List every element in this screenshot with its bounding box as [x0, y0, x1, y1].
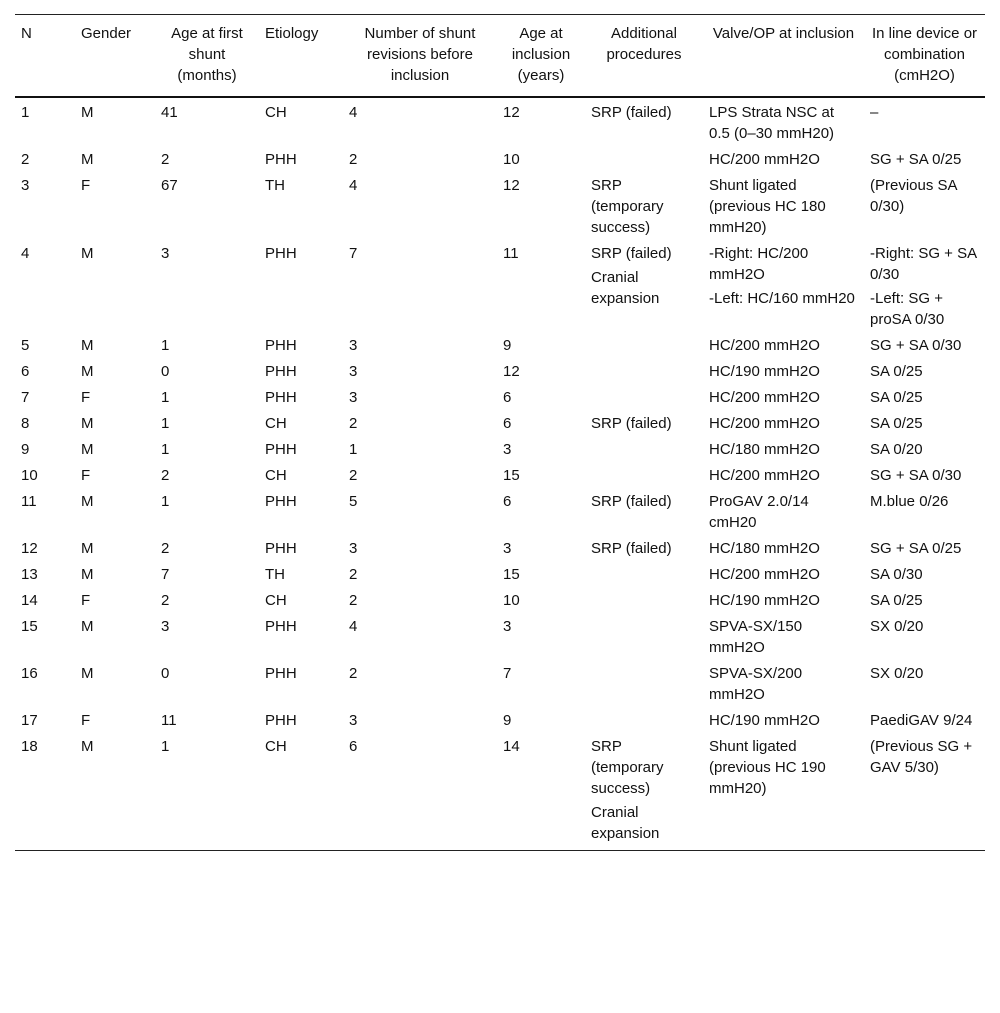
table-row	[15, 239, 985, 331]
cell-etiology: PHH	[265, 363, 297, 380]
cell-gender: F	[81, 592, 91, 609]
cell-inline-device-line: SA 0/25	[870, 415, 923, 432]
cell-etiology: CH	[259, 732, 343, 851]
cell-gender: M	[81, 540, 94, 557]
cell-inline-device	[864, 706, 985, 732]
cell-shunt-revisions: 3	[349, 540, 358, 557]
cell-age-first-shunt: 2	[161, 592, 170, 609]
cell-gender: M	[81, 618, 94, 635]
cell-gender: M	[81, 104, 94, 121]
cell-additional-procedures-line: SRP (failed)	[591, 540, 672, 557]
cell-shunt-revisions: 6	[343, 732, 497, 851]
cell-age-inclusion: 3	[503, 618, 512, 635]
cell-additional-procedures	[585, 659, 703, 706]
cell-valve-op-line: -Right: HC/200 mmH2O	[709, 245, 809, 283]
cell-additional-procedures	[585, 383, 703, 409]
patient-table-container	[15, 14, 985, 851]
cell-age-inclusion: 10	[503, 592, 520, 609]
header-row	[15, 15, 985, 98]
cell-inline-device	[864, 435, 985, 461]
cell-shunt-revisions: 2	[349, 415, 358, 432]
table-body	[15, 97, 985, 851]
cell-n: 2	[21, 151, 30, 168]
cell-inline-device-line: SG + SA 0/30	[870, 337, 962, 354]
cell-inline-device	[864, 145, 985, 171]
cell-valve-op	[703, 534, 864, 560]
cell-age-inclusion: 12	[503, 363, 520, 380]
header-valve-op: Valve/OP at inclusion	[703, 15, 864, 98]
cell-age-inclusion: 10	[503, 151, 520, 168]
table-row	[15, 409, 985, 435]
cell-inline-device	[864, 461, 985, 487]
cell-age-inclusion: 6	[503, 389, 512, 406]
cell-shunt-revisions: 4	[349, 618, 358, 635]
cell-additional-procedures	[585, 732, 703, 851]
cell-valve-op-line: HC/200 mmH2O	[709, 337, 820, 354]
table-row	[15, 383, 985, 409]
cell-inline-device	[864, 612, 985, 659]
cell-inline-device-line: SG + SA 0/30	[870, 467, 962, 484]
cell-inline-device	[864, 357, 985, 383]
cell-inline-device-line: (Previous SG + GAV 5/30)	[870, 738, 973, 776]
cell-etiology: PHH	[265, 618, 297, 635]
cell-inline-device	[864, 560, 985, 586]
cell-age-inclusion: 9	[503, 712, 512, 729]
cell-inline-device	[864, 171, 985, 239]
cell-age-first-shunt: 41	[161, 104, 178, 121]
cell-shunt-revisions: 3	[349, 389, 358, 406]
cell-etiology: PHH	[265, 441, 297, 458]
cell-age-first-shunt: 0	[161, 363, 170, 380]
table-row	[15, 560, 985, 586]
cell-etiology: PHH	[265, 389, 297, 406]
cell-gender: M	[81, 415, 94, 432]
table-row	[15, 171, 985, 239]
cell-valve-op	[703, 331, 864, 357]
cell-valve-op-line: HC/180 mmH2O	[709, 540, 820, 557]
cell-shunt-revisions: 3	[349, 712, 358, 729]
cell-n: 3	[21, 177, 30, 194]
cell-age-first-shunt: 1	[161, 415, 170, 432]
cell-gender: M	[81, 363, 94, 380]
cell-inline-device-line: SA 0/20	[870, 441, 923, 458]
cell-valve-op-line: Shunt ligated (previous HC 180 mmH20)	[709, 177, 826, 236]
cell-valve-op-line: SPVA-SX/200 mmH2O	[709, 665, 803, 703]
cell-n: 10	[21, 467, 38, 484]
cell-valve-op-line: -Left: HC/160 mmH20	[709, 290, 855, 307]
cell-additional-procedures-line: SRP (failed)	[591, 415, 672, 432]
cell-additional-procedures-line: Cranial expansion	[591, 269, 660, 307]
cell-valve-op	[703, 487, 864, 534]
cell-shunt-revisions: 3	[349, 363, 358, 380]
cell-n: 7	[21, 389, 30, 406]
cell-inline-device-line: SA 0/25	[870, 363, 923, 380]
cell-additional-procedures-line: SRP (failed)	[591, 493, 672, 510]
cell-etiology: PHH	[265, 712, 297, 729]
cell-additional-procedures	[585, 97, 703, 145]
cell-additional-procedures	[585, 435, 703, 461]
cell-valve-op-line: ProGAV 2.0/14 cmH20	[709, 493, 809, 531]
cell-inline-device-line: -Left: SG + proSA 0/30	[870, 290, 945, 328]
cell-valve-op	[703, 239, 864, 331]
cell-inline-device-line: SA 0/25	[870, 592, 923, 609]
cell-additional-procedures	[585, 461, 703, 487]
cell-etiology: PHH	[265, 665, 297, 682]
cell-valve-op	[703, 706, 864, 732]
cell-shunt-revisions: 4	[349, 104, 358, 121]
cell-age-first-shunt: 2	[161, 540, 170, 557]
cell-valve-op	[703, 409, 864, 435]
table-row	[15, 659, 985, 706]
cell-gender: M	[81, 151, 94, 168]
cell-shunt-revisions: 2	[349, 151, 358, 168]
cell-inline-device-line: SX 0/20	[870, 665, 924, 682]
cell-inline-device-line: SA 0/25	[870, 389, 923, 406]
cell-additional-procedures	[585, 534, 703, 560]
cell-valve-op-line: LPS Strata NSC at 0.5 (0–30 mmH20)	[709, 104, 835, 142]
cell-additional-procedures	[585, 560, 703, 586]
cell-valve-op	[703, 145, 864, 171]
cell-n: 12	[21, 540, 38, 557]
cell-inline-device-line: SG + SA 0/25	[870, 151, 962, 168]
cell-shunt-revisions: 3	[349, 337, 358, 354]
cell-valve-op-line: HC/190 mmH2O	[709, 363, 820, 380]
cell-age-first-shunt: 7	[161, 566, 170, 583]
cell-valve-op	[703, 435, 864, 461]
cell-additional-procedures	[585, 239, 703, 331]
table-header	[15, 15, 985, 98]
cell-valve-op	[703, 586, 864, 612]
cell-valve-op-line: HC/200 mmH2O	[709, 467, 820, 484]
cell-shunt-revisions: 2	[349, 467, 358, 484]
cell-inline-device-line: M.blue 0/26	[870, 493, 949, 510]
cell-valve-op-line: HC/190 mmH2O	[709, 712, 820, 729]
cell-gender: F	[81, 389, 91, 406]
cell-gender: F	[81, 467, 91, 484]
cell-age-inclusion: 3	[503, 540, 512, 557]
cell-inline-device-line: SG + SA 0/25	[870, 540, 962, 557]
cell-n: 13	[21, 566, 38, 583]
cell-n: 11	[21, 493, 37, 510]
table-row	[15, 612, 985, 659]
cell-additional-procedures	[585, 357, 703, 383]
table-row	[15, 586, 985, 612]
cell-etiology: PHH	[265, 540, 297, 557]
cell-valve-op	[703, 659, 864, 706]
cell-valve-op-line: HC/200 mmH2O	[709, 151, 820, 168]
cell-valve-op	[703, 171, 864, 239]
cell-shunt-revisions: 2	[349, 566, 358, 583]
table-row	[15, 534, 985, 560]
cell-n: 15	[21, 618, 38, 635]
cell-gender: M	[81, 566, 94, 583]
cell-valve-op	[703, 461, 864, 487]
cell-shunt-revisions: 2	[349, 592, 358, 609]
cell-etiology: CH	[265, 467, 287, 484]
cell-etiology: CH	[265, 592, 287, 609]
cell-n: 9	[21, 441, 30, 458]
table-row	[15, 331, 985, 357]
cell-gender: M	[81, 493, 94, 510]
cell-n: 14	[21, 592, 38, 609]
header-age-first-shunt: Age at first shunt (months)	[155, 15, 259, 98]
cell-shunt-revisions: 5	[349, 493, 358, 510]
cell-additional-procedures-line: SRP (temporary success)	[591, 738, 664, 797]
header-shunt-revisions: Number of shunt revisions before inclusion	[343, 15, 497, 98]
cell-inline-device-line: -Right: SG + SA 0/30	[870, 245, 977, 283]
cell-valve-op-line: SPVA-SX/150 mmH2O	[709, 618, 803, 656]
cell-additional-procedures	[585, 612, 703, 659]
table-row	[15, 461, 985, 487]
cell-n: 18	[15, 732, 75, 851]
cell-additional-procedures	[585, 409, 703, 435]
cell-shunt-revisions: 2	[349, 665, 358, 682]
header-n: N	[15, 15, 75, 98]
cell-etiology: TH	[265, 566, 285, 583]
cell-gender: M	[81, 337, 94, 354]
cell-valve-op	[703, 357, 864, 383]
cell-n: 8	[21, 415, 30, 432]
cell-valve-op	[703, 560, 864, 586]
cell-valve-op	[703, 383, 864, 409]
cell-n: 5	[21, 337, 30, 354]
cell-n: 1	[21, 104, 30, 121]
header-etiology: Etiology	[259, 15, 343, 98]
cell-age-inclusion: 12	[503, 104, 520, 121]
cell-age-inclusion: 6	[503, 493, 512, 510]
cell-valve-op-line: HC/190 mmH2O	[709, 592, 820, 609]
header-gender: Gender	[75, 15, 155, 98]
header-age-inclusion: Age at inclusion (years)	[497, 15, 585, 98]
cell-additional-procedures	[585, 706, 703, 732]
cell-n: 4	[21, 245, 30, 262]
cell-valve-op-line: HC/200 mmH2O	[709, 415, 820, 432]
cell-age-first-shunt: 1	[161, 337, 170, 354]
cell-inline-device	[864, 239, 985, 331]
cell-gender: M	[81, 441, 94, 458]
cell-inline-device-line: –	[870, 104, 879, 121]
cell-inline-device	[864, 487, 985, 534]
cell-additional-procedures	[585, 171, 703, 239]
cell-n: 16	[21, 665, 38, 682]
cell-inline-device	[864, 331, 985, 357]
cell-additional-procedures-line: SRP (failed)	[591, 104, 672, 121]
cell-valve-op	[703, 732, 864, 851]
cell-age-inclusion: 15	[503, 467, 520, 484]
header-additional-procedures: Additional procedures	[585, 15, 703, 98]
cell-age-first-shunt: 11	[161, 712, 177, 729]
cell-inline-device	[864, 659, 985, 706]
cell-shunt-revisions: 1	[349, 441, 358, 458]
cell-age-inclusion: 11	[503, 245, 519, 262]
cell-additional-procedures-line: SRP (temporary success)	[591, 177, 664, 236]
cell-gender: M	[81, 665, 94, 682]
table-row	[15, 97, 985, 145]
patient-table	[15, 14, 985, 851]
cell-inline-device	[864, 409, 985, 435]
cell-shunt-revisions: 4	[349, 177, 358, 194]
cell-age-first-shunt: 1	[155, 732, 259, 851]
cell-additional-procedures-line: SRP (failed)	[591, 245, 672, 262]
cell-inline-device-line: SX 0/20	[870, 618, 924, 635]
cell-age-first-shunt: 1	[161, 441, 170, 458]
cell-age-first-shunt: 67	[161, 177, 178, 194]
cell-valve-op-line: HC/180 mmH2O	[709, 441, 820, 458]
cell-shunt-revisions: 7	[349, 245, 358, 262]
cell-age-first-shunt: 3	[161, 245, 170, 262]
table-row	[15, 357, 985, 383]
cell-additional-procedures	[585, 331, 703, 357]
table-row	[15, 435, 985, 461]
cell-age-first-shunt: 1	[161, 389, 170, 406]
table-row	[15, 487, 985, 534]
cell-etiology: PHH	[265, 493, 297, 510]
cell-valve-op-line: Shunt ligated (previous HC 190 mmH20)	[709, 738, 826, 797]
cell-n: 17	[21, 712, 38, 729]
table-row	[15, 145, 985, 171]
cell-valve-op	[703, 97, 864, 145]
header-inline-device: In line device or combination (cmH2O)	[864, 15, 985, 98]
cell-gender: M	[81, 245, 94, 262]
cell-gender: M	[75, 732, 155, 851]
cell-n: 6	[21, 363, 30, 380]
cell-additional-procedures	[585, 145, 703, 171]
cell-inline-device	[864, 586, 985, 612]
cell-age-inclusion: 3	[503, 441, 512, 458]
cell-inline-device	[864, 534, 985, 560]
table-row	[15, 706, 985, 732]
cell-inline-device	[864, 732, 985, 851]
cell-additional-procedures	[585, 586, 703, 612]
cell-age-inclusion: 15	[503, 566, 520, 583]
cell-gender: F	[81, 177, 91, 194]
cell-etiology: TH	[265, 177, 285, 194]
table-row	[15, 732, 985, 851]
cell-inline-device-line: SA 0/30	[870, 566, 923, 583]
cell-age-inclusion: 14	[497, 732, 585, 851]
cell-valve-op	[703, 612, 864, 659]
cell-age-first-shunt: 0	[161, 665, 170, 682]
cell-etiology: CH	[265, 104, 287, 121]
cell-age-inclusion: 7	[503, 665, 512, 682]
cell-additional-procedures-line: Cranial expansion	[591, 804, 660, 842]
cell-age-first-shunt: 2	[161, 467, 170, 484]
cell-age-inclusion: 12	[503, 177, 520, 194]
cell-age-first-shunt: 3	[161, 618, 170, 635]
cell-inline-device	[864, 383, 985, 409]
cell-etiology: PHH	[265, 337, 297, 354]
cell-inline-device	[864, 97, 985, 145]
cell-age-inclusion: 9	[503, 337, 512, 354]
cell-age-first-shunt: 1	[161, 493, 170, 510]
cell-additional-procedures	[585, 487, 703, 534]
cell-valve-op-line: HC/200 mmH2O	[709, 389, 820, 406]
cell-gender: F	[81, 712, 91, 729]
cell-etiology: PHH	[265, 151, 297, 168]
cell-inline-device-line: (Previous SA 0/30)	[870, 177, 957, 215]
cell-age-inclusion: 6	[503, 415, 512, 432]
cell-valve-op-line: HC/200 mmH2O	[709, 566, 820, 583]
cell-etiology: CH	[265, 415, 287, 432]
cell-age-first-shunt: 2	[161, 151, 170, 168]
cell-inline-device-line: PaediGAV 9/24	[870, 712, 973, 729]
cell-etiology: PHH	[265, 245, 297, 262]
